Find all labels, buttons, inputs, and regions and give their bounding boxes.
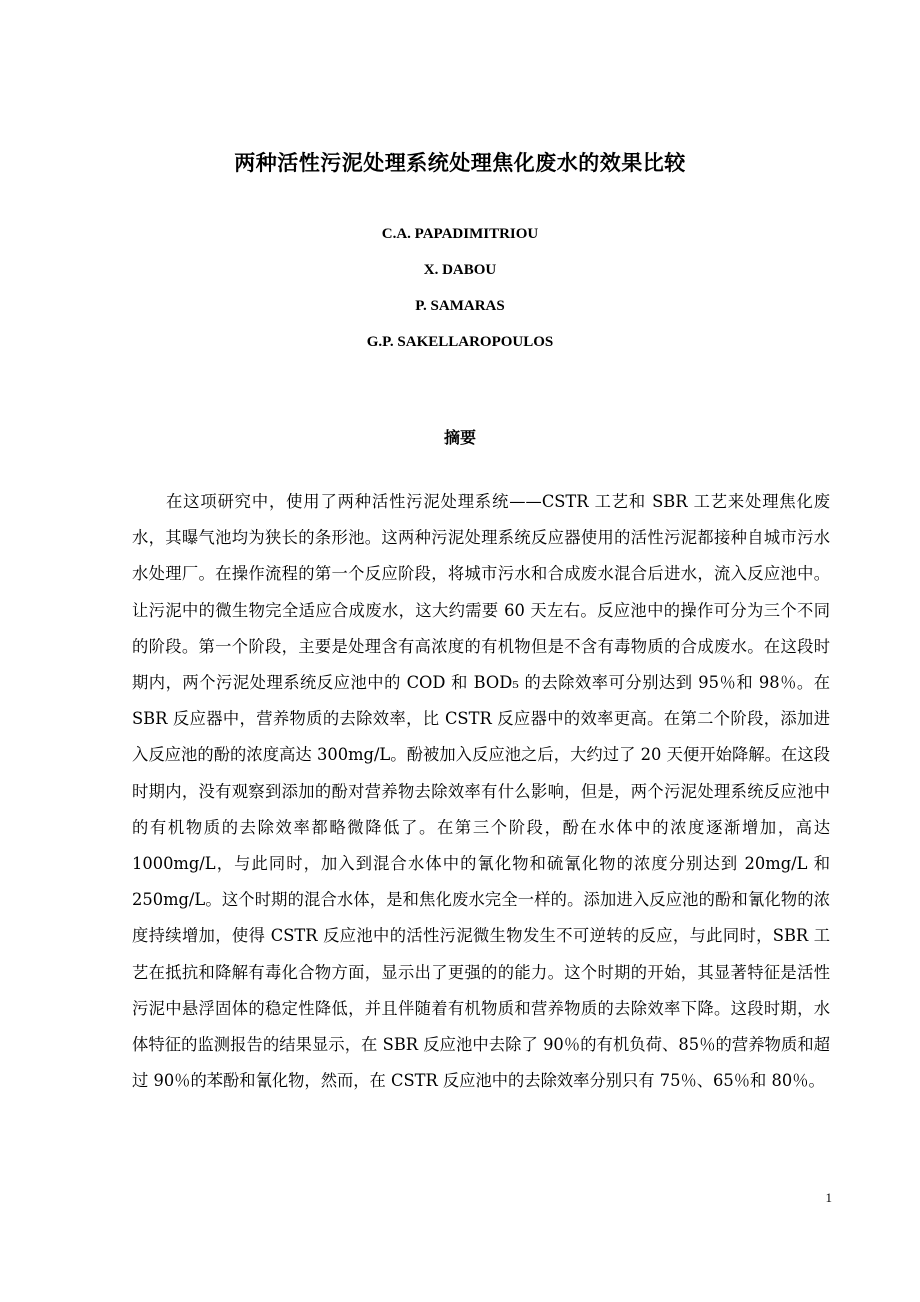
author-name: X. DABOU — [423, 262, 497, 278]
author-name: G.P. SAKELLAROPOULOS — [366, 334, 554, 350]
author-list — [0, 224, 920, 368]
abstract-paragraph: 在这项研究中，使用了两种活性污泥处理系统——CSTR 工艺和 SBR 工艺来处理焦化废水，其曝气池均为狭长的条形池。这两种污泥处理系统反应器使用的活性污泥都接种自城市污水水处理厂。在操作流程的第一个反应阶段，将城市污水和合成废水混合后进水，流入反应池中。让污泥中的微生物完全适应合成废水，这大约需要 60 天左右。反应池中的操作可分为三个不同的阶段。第一个阶段，主要是处理含有高浓度的有机物但是不含有毒物质的合成废水。在这段时期内，两个污泥处理系统反应池中的 COD 和 BOD₅ 的去除效率可分别达到 95％和 98％。在 SBR 反应器中，营养物质的去除效率，比 CSTR 反应器中的效率更高。在第二个阶段，添加进入反应池的酚的浓度高达 300mg/L。酚被加入反应池之后，大约过了 20 天便开始降解。在这段时期内，没有观察到添加的酚对营养物去除效率有什么影响，但是，两个污泥处理系统反应池中的有机物质的去除效率都略微降低了。在第三个阶段，酚在水体中的浓度逐渐增加，高达 1000mg/L，与此同时，加入到混合水体中的氰化物和硫氰化物的浓度分别达到 20mg/L 和 250mg/L。这个时期的混合水体，是和焦化废水完全一样的。添加进入反应池的酚和氰化物的浓度持续增加，使得 CSTR 反应池中的活性污泥微生物发生不可逆转的反应，与此同时，SBR 工艺在抵抗和降解有毒化合物方面，显示出了更强的的能力。这个时期的开始，其显著特征是活性污泥中悬浮固体的稳定性降低，并且伴随着有机物质和营养物质的去除效率下降。这段时期，水体特征的监测报告的结果显示，在 SBR 反应池中去除了 90％的有机负荷、85％的营养物质和超过 90％的苯酚和氰化物，然而，在 CSTR 反应池中的去除效率分别只有 75％、65％和 80％。 — [132, 492, 830, 1091]
author-name: C.A. PAPADIMITRIOU — [381, 226, 539, 242]
abstract-heading: 摘要 — [443, 428, 476, 447]
author-name: P. SAMARAS — [415, 298, 505, 314]
page-number: 1 — [825, 1190, 832, 1205]
paper-title: 两种活性污泥处理系统处理焦化废水的效果比较 — [234, 151, 686, 175]
